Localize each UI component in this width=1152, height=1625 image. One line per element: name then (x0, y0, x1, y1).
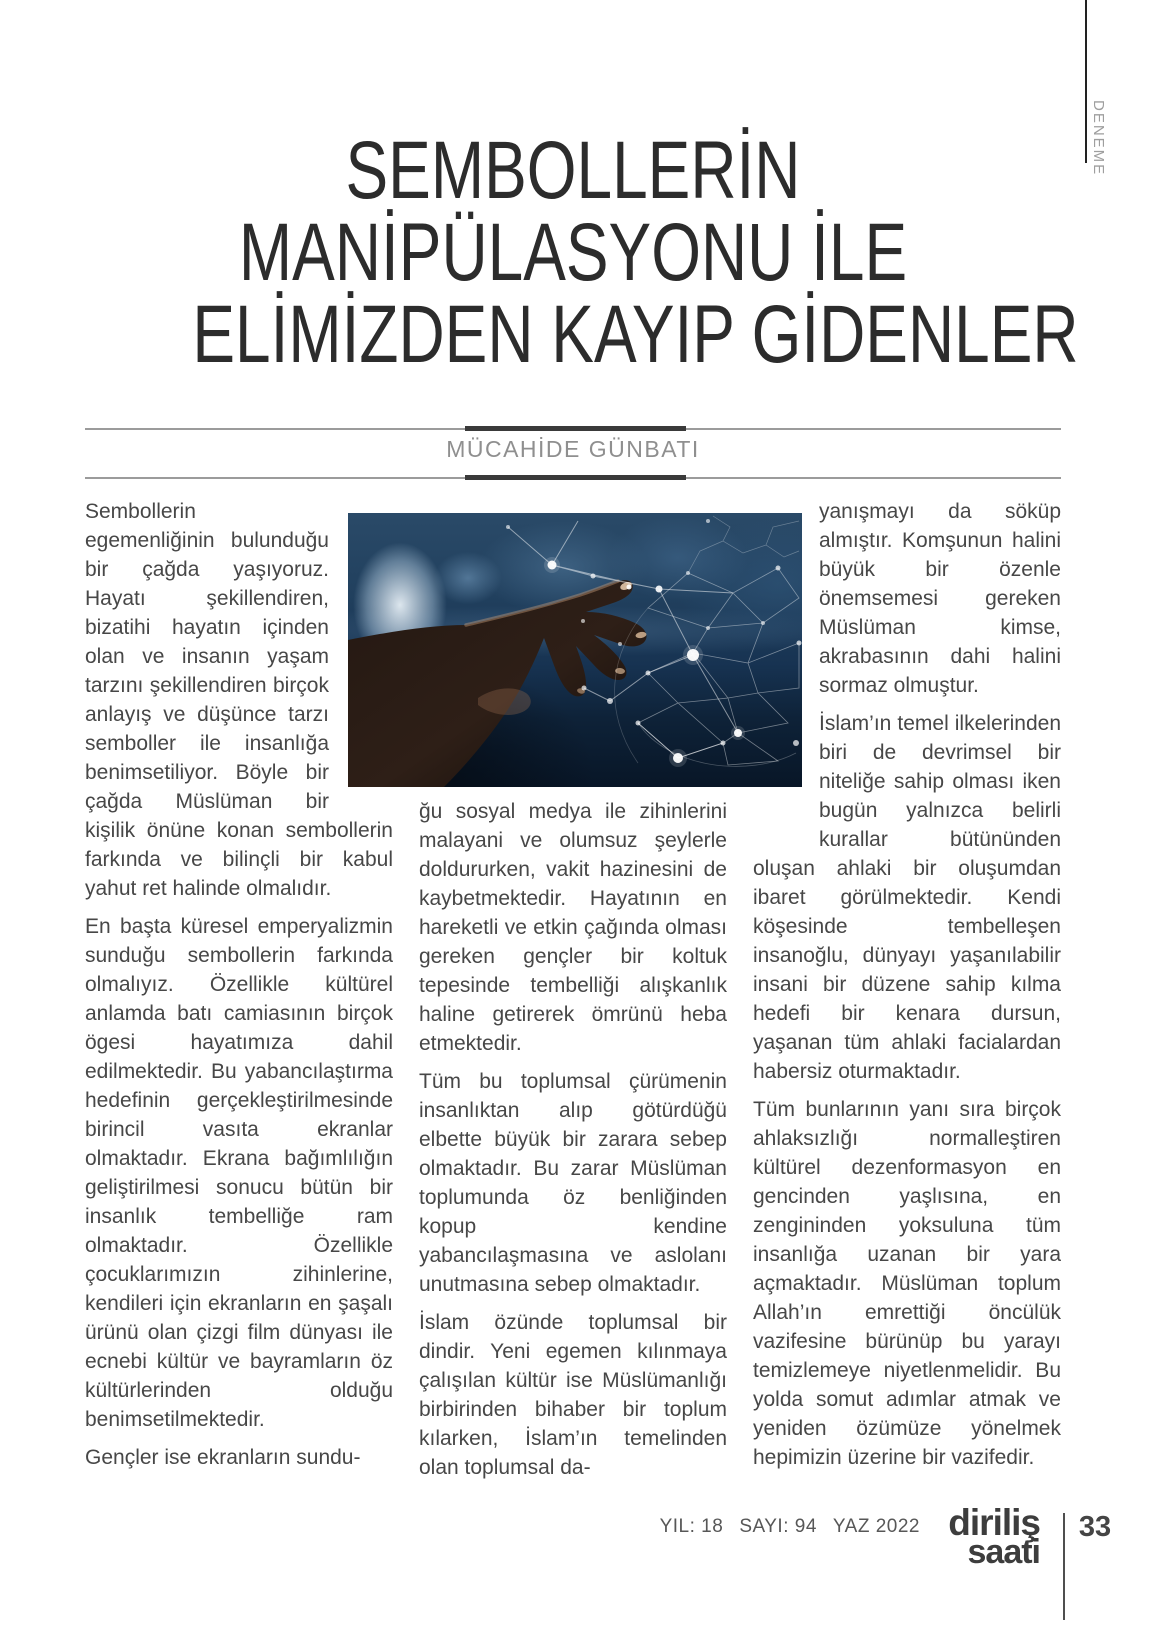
paragraph: Tüm bunlarının yanı sıra birçok ahlaksızlığı normalleştiren kültürel dezenformasyon en gencinden yaşlısına, en zengininden yoksuluna tüm insanlığa uzanan bir yara açmaktadır. Müslüman toplum Allah’ın emrettiği öncülük vazifesine bürünüp bu yarayı temizlemeye niyetlenmelidir. Bu yolda somut adımlar atmak ve yeniden özümüze yönelmek hepimizin üzerine bir vazifedir. (753, 1098, 1061, 1469)
issue-info (560, 1516, 920, 1538)
issue-label: SAYI: 94 (739, 1516, 817, 1537)
year-label: YIL: 18 (659, 1516, 724, 1537)
side-rule (1085, 0, 1087, 163)
author-rule-accent (465, 475, 686, 480)
magazine-logo (928, 1502, 1040, 1571)
season-label: YAZ 2022 (832, 1516, 920, 1537)
paragraph: Gençler ise ekranların sundu- (85, 1446, 361, 1469)
network-overlay (348, 513, 802, 787)
paragraph: Sembollerin egemenliğinin bulunduğu bir çağda yaşıyoruz. Hayatı şekillendiren, bizatihi hayatın içinden olan ve insanın yaşam tarzını şekillendiren birçok anlayış ve düşünce tarzı semboller ile insanlığa benimsetiliyor. Böyle bir çağda Müslüman bir kişilik önüne konan sembollerin farkında ve bilinçli bir kabul yahut ret halinde olmalıdır. (85, 500, 393, 900)
logo-line-2: saati (967, 1533, 1040, 1571)
hero-image (348, 513, 802, 787)
title-line-3: ELİMİZDEN KAYIP GİDENLER (192, 289, 1079, 380)
body-column-1 (85, 497, 393, 1485)
paragraph: İslam’ın temel ilkelerinden biri de devrimsel bir niteliğe sahip olması iken bugün yalnızca belirli kurallar bütününden oluşan ahlaki bir oluşumdan ibaret görülmektedir. Kendi köşesinde tembelleşen insanoğlu, dünyayı yaşanılabilir insani bir düzene sahip kılma hedefi bir kenara dursun, yaşanan tüm ahlaki facialardan habersiz oturmaktadır. (753, 712, 1061, 1083)
top-rule-accent (465, 426, 686, 431)
deneme-side-label: DENEME (1090, 100, 1107, 177)
paragraph: En başta küresel emperyalizmin sunduğu sembollerin farkında olmalıyız. Özellikle kültürel anlamda batı camiasının birçok ögesi hayatımıza dahil edilmektedir. Bu yabancılaştırma hedefinin gerçekleştirilmesinde birincil vasıta ekranlar olmaktadır. Ekrana bağımlılığın geliştirilmesi sonucu bütün bir insanlık tembelliğe ram olmaktadır. Özellikle çocuklarımızın zihinlerine, kendileri için ekranların en şaşalı ürünü olan çizgi film dünyası ile ecnebi kültür ve bayramların öz kültürlerinden olduğu benimsetilmektedir. (85, 915, 393, 1431)
paragraph: ğu sosyal medya ile zihinlerini malayani ve olumsuz şeylerle doldururken, vakit hazinesini de kaybetmektedir. Hayatının en hareketli ve etkin çağında olması gereken gençler bir koltuk tepesinde tembelliği alışkanlık haline getirerek ömrünü heba etmektedir. (419, 800, 727, 1055)
logo-divider (1063, 1513, 1065, 1620)
page-number: 33 (1078, 1511, 1112, 1543)
logo-line-1: diriliş (948, 1502, 1040, 1543)
author-name: MÜCAHİDE GÜNBATI (446, 436, 700, 462)
article-title (85, 125, 1079, 380)
paragraph: yanışmayı da söküp almıştır. Komşunun halini büyük bir özenle önemsemesi gereken Müslüman kimse, akrabasının dahi halini sormaz olmuştur. (819, 500, 1061, 697)
paragraph: İslam özünde toplumsal bir dindir. Yeni egemen kılınmaya çalışılan kültür ise Müslümanlığı birbirinden bihaber bir toplum kılarken, İslam’ın temelinden olan toplumsal da- (419, 1311, 727, 1479)
title-line-1: SEMBOLLERİN (345, 125, 801, 216)
title-line-2: MANİPÜLASYONU İLE (238, 207, 908, 298)
hand-silhouette (348, 580, 647, 787)
paragraph: Tüm bu toplumsal çürümenin insanlıktan alıp götürdüğü elbette büyük bir zarara sebep olmaktadır. Bu zarar Müslüman toplumunda öz benliğinden kopup kendine yabancılaşmasına ve aslolanı unutmasına sebep olmaktadır. (419, 1070, 727, 1296)
